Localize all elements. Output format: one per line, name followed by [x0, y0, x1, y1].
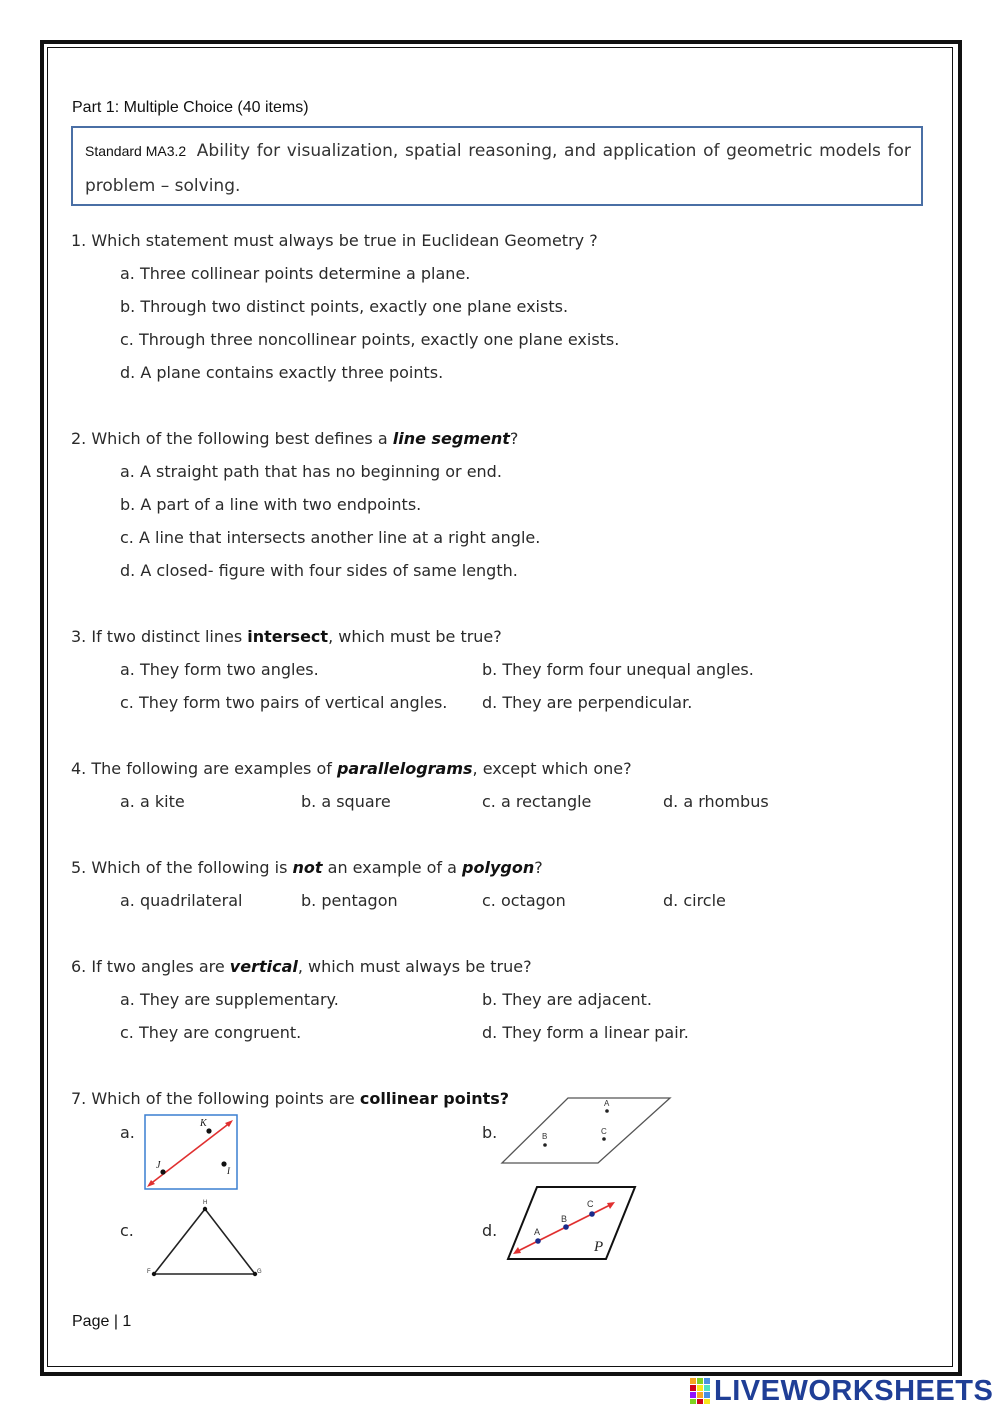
figure-c-label-f: F	[147, 1269, 151, 1275]
part-title: Part 1: Multiple Choice (40 items)	[72, 99, 309, 116]
figure-d-point-c	[589, 1211, 595, 1217]
q6-stem-pre: 6. If two angles are	[71, 957, 230, 976]
figure-a[interactable]	[144, 1114, 238, 1190]
figure-c-label-h: H	[203, 1200, 208, 1206]
brand-blocks-icon	[690, 1378, 710, 1404]
q4-stem-post: , except which one?	[472, 759, 632, 778]
q2-stem-post: ?	[509, 429, 519, 448]
standard-label: Standard MA3.2	[85, 143, 187, 159]
figure-a-point-i	[221, 1161, 226, 1166]
figure-b-point-b	[543, 1143, 547, 1147]
q5-stem-post: ?	[534, 858, 543, 877]
q7-stem-term: collinear points?	[359, 1089, 510, 1108]
figure-c-point-h	[203, 1207, 207, 1211]
figure-b[interactable]	[500, 1095, 672, 1165]
q3-stem-term: intersect	[247, 627, 329, 646]
figure-d-label-a: A	[534, 1227, 541, 1237]
q4-stem-term: parallelograms	[336, 759, 473, 778]
q3-stem	[71, 627, 502, 647]
q4-option-a[interactable]: a. a kite	[120, 792, 185, 811]
figure-b-plane	[502, 1098, 670, 1163]
q7-stem	[71, 1089, 509, 1109]
q5-stem-term-not: not	[292, 858, 323, 877]
figure-c[interactable]	[144, 1196, 266, 1284]
standard-word: Ability	[196, 141, 251, 161]
q3-option-b[interactable]: b. They form four unequal angles.	[482, 660, 754, 679]
figure-b-point-a	[605, 1109, 609, 1113]
standard-word: and	[564, 141, 597, 161]
q7-option-b[interactable]: b.	[482, 1123, 498, 1142]
brand-name: LIVEWORKSHEETS	[714, 1374, 994, 1407]
q6-option-b[interactable]: b. They are adjacent.	[482, 990, 652, 1009]
q2-option-c[interactable]: c. A line that intersects another line at a right angle.	[120, 528, 541, 547]
q2-stem-term: line segment	[392, 429, 510, 448]
standard-word: for	[887, 141, 911, 161]
figure-d-point-b	[563, 1224, 569, 1230]
q5-option-b[interactable]: b. pentagon	[301, 891, 398, 910]
q4-option-c[interactable]: c. a rectangle	[482, 792, 592, 811]
q4-option-b[interactable]: b. a square	[301, 792, 391, 811]
q6-stem	[71, 957, 532, 977]
q2-stem	[71, 429, 518, 449]
page-number: Page | 1	[72, 1313, 132, 1330]
standard-word: reasoning,	[468, 141, 558, 161]
q2-option-b[interactable]: b. A part of a line with two endpoints.	[120, 495, 422, 514]
q1-option-c[interactable]: c. Through three noncollinear points, exactly one plane exists.	[120, 330, 620, 349]
standard-word: models	[819, 141, 881, 161]
figure-d-label-p: P	[594, 1239, 604, 1255]
standard-word: for	[256, 141, 281, 161]
q1-option-a[interactable]: a. Three collinear points determine a plane.	[120, 264, 471, 283]
q1-option-d[interactable]: d. A plane contains exactly three points.	[120, 363, 444, 382]
figure-a-point-j	[160, 1169, 165, 1174]
figure-d-label-b: B	[561, 1214, 568, 1224]
q5-option-d[interactable]: d. circle	[663, 891, 726, 910]
q3-option-d[interactable]: d. They are perpendicular.	[482, 693, 693, 712]
q3-option-a[interactable]: a. They form two angles.	[120, 660, 319, 679]
figure-a-label-i: I	[227, 1166, 230, 1176]
figure-d-plane	[508, 1187, 635, 1259]
standard-line-1	[85, 140, 911, 162]
q5-stem-mid: an example of a	[322, 858, 463, 877]
figure-d-point-a	[535, 1238, 541, 1244]
q5-stem-pre: 5. Which of the following is	[71, 858, 293, 877]
figure-c-label-g: G	[257, 1269, 262, 1275]
figure-d[interactable]	[506, 1184, 638, 1262]
standard-line-2: problem – solving.	[85, 176, 241, 196]
q5-option-c[interactable]: c. octagon	[482, 891, 566, 910]
figure-a-label-j: J	[156, 1160, 161, 1171]
q4-option-d[interactable]: d. a rhombus	[663, 792, 769, 811]
q3-option-c[interactable]: c. They form two pairs of vertical angles.	[120, 693, 448, 712]
q6-option-d[interactable]: d. They form a linear pair.	[482, 1023, 689, 1042]
figure-d-label-c: C	[587, 1199, 594, 1209]
q2-option-a[interactable]: a. A straight path that has no beginning or end.	[120, 462, 502, 481]
q6-stem-post: , which must always be true?	[297, 957, 532, 976]
standard-box	[71, 126, 923, 206]
q5-stem-term-polygon: polygon	[462, 858, 535, 877]
q7-option-d[interactable]: d.	[482, 1221, 498, 1240]
q2-stem-pre: 2. Which of the following best defines a	[71, 429, 393, 448]
q6-option-a[interactable]: a. They are supplementary.	[120, 990, 339, 1009]
figure-c-triangle	[154, 1209, 255, 1274]
figure-b-label-c: C	[601, 1127, 607, 1136]
q6-option-c[interactable]: c. They are congruent.	[120, 1023, 302, 1042]
figure-b-point-c	[602, 1137, 606, 1141]
q6-stem-term: vertical	[229, 957, 298, 976]
liveworksheets-logo	[690, 1376, 993, 1406]
q1-option-b[interactable]: b. Through two distinct points, exactly one plane exists.	[120, 297, 569, 316]
figure-b-label-b: B	[542, 1132, 548, 1141]
q2-option-d[interactable]: d. A closed- figure with four sides of same length.	[120, 561, 518, 580]
q1-stem: 1. Which statement must always be true in Euclidean Geometry ?	[71, 231, 598, 250]
q4-stem	[71, 759, 632, 779]
q3-stem-post: , which must be true?	[328, 627, 502, 646]
standard-word: application	[602, 141, 697, 161]
standard-word: visualization,	[286, 141, 399, 161]
q5-option-a[interactable]: a. quadrilateral	[120, 891, 243, 910]
figure-a-point-k	[206, 1128, 211, 1133]
q7-option-c[interactable]: c.	[120, 1221, 134, 1240]
standard-word: geometric	[726, 141, 813, 161]
q5-stem	[71, 858, 543, 878]
figure-b-label-a: A	[604, 1099, 610, 1108]
q7-option-a[interactable]: a.	[120, 1123, 135, 1142]
figure-a-label-k: K	[200, 1118, 207, 1129]
q3-stem-pre: 3. If two distinct lines	[71, 627, 248, 646]
figure-c-point-f	[152, 1272, 156, 1276]
q4-stem-pre: 4. The following are examples of	[71, 759, 337, 778]
q7-stem-pre: 7. Which of the following points are	[71, 1089, 360, 1108]
standard-word: spatial	[404, 141, 462, 161]
standard-word: of	[703, 141, 720, 161]
